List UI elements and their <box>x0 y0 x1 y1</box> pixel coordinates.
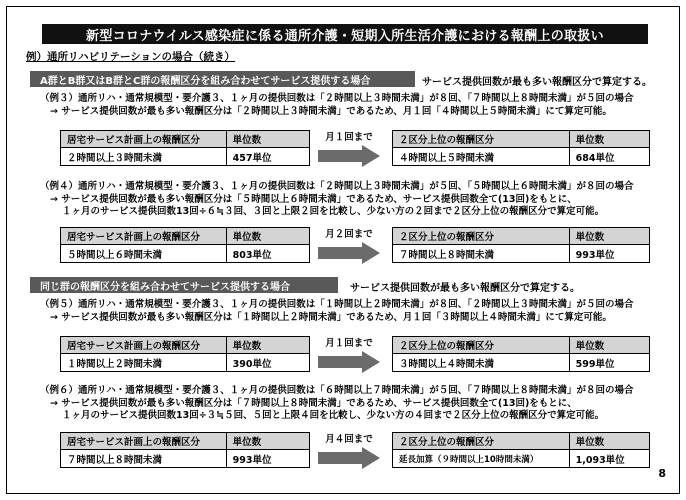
example-6-arrow <box>318 431 380 473</box>
table-cell: 803単位 <box>232 249 272 261</box>
band-b-label: 同じ群の報酬区分を組み合わせてサービス提供する場合 <box>30 277 338 293</box>
example-5-arrow <box>318 335 380 377</box>
table-header: 単位数 <box>227 228 309 245</box>
example-5-text: （例５）通所リハ・通常規模型・要介護３、１ヶ月の提供回数は「１時間以上２時間未満」が８回、「２時間以上３時間未満」が５回の場合 → サービス提供回数が最も多い報酬区分は「１時間以上２時間未満」であるため、月１回「３時間以上４時間未満」にて算定可能。 <box>40 299 634 323</box>
table-cell: 延長加算（９時間以上10時間未満） <box>399 454 539 465</box>
table-cell: 457単位 <box>232 152 272 164</box>
table-cell: ２時間以上３時間未満 <box>67 152 163 164</box>
arrow-label: 月１回まで <box>325 132 373 143</box>
band-a-note: サービス提供回数が最も多い報酬区分で算定する。 <box>422 77 652 88</box>
table-header: ２区分上位の報酬区分 <box>393 337 569 354</box>
example-4-result-table <box>392 227 650 263</box>
table-header: 居宅サービス計画上の報酬区分 <box>61 433 226 450</box>
example-4-text: （例４）通所リハ・通常規模型・要介護３、１ヶ月の提供回数は「２時間以上３時間未満」が５回、「５時間以上６時間未満」が８回の場合 → サービス提供回数が最も多い報酬区分は「５時間以上６時間未満」であるため、サービス提供回数全て(13回)をもとに、 １ヶ月のサービス提供回数13回÷６≒３回、３回と上限２回を比較し、少ない方の２回まで２区分上位の報酬区分で算定可能。 <box>40 181 634 217</box>
table-cell: 599単位 <box>575 358 615 370</box>
table-header: 居宅サービス計画上の報酬区分 <box>61 228 226 245</box>
example-3-source-table <box>60 130 310 166</box>
example-3-text: （例３）通所リハ・通常規模型・要介護３、１ヶ月の提供回数は「２時間以上３時間未満」が８回、「７時間以上８時間未満」が５回の場合 → サービス提供回数が最も多い報酬区分は「２時間以上３時間未満」であるため、月１回「４時間以上５時間未満」にて算定可能。 <box>40 93 634 117</box>
table-cell: ４時間以上５時間未満 <box>399 152 495 164</box>
table-cell: 993単位 <box>232 454 272 466</box>
table-cell: ７時間以上８時間未満 <box>399 249 495 261</box>
table-header: 単位数 <box>570 131 649 148</box>
table-header: ２区分上位の報酬区分 <box>393 433 569 450</box>
table-header: 居宅サービス計画上の報酬区分 <box>61 131 226 148</box>
example-3-arrow <box>318 129 380 171</box>
table-cell: ３時間以上４時間未満 <box>399 358 495 370</box>
arrow-label: 月２回まで <box>325 229 373 240</box>
table-cell: ５時間以上６時間未満 <box>67 249 163 261</box>
right-arrow-icon <box>318 447 380 469</box>
example-6-text: （例６）通所リハ・通常規模型・要介護３、１ヶ月の提供回数は「６時間以上７時間未満」が５回、「７時間以上８時間未満」が８回の場合 → サービス提供回数が最も多い報酬区分は「７時間以上８時間未満」であるため、サービス提供回数全て(13回)をもとに、 １ヶ月のサービス提供回数13回÷３≒５回、５回と上限４回を比較し、少ない方の４回まで２区分上位の報酬区分で算定可能。 <box>40 385 634 421</box>
table-header: 単位数 <box>227 433 309 450</box>
example-3-result-table <box>392 130 650 166</box>
slide-title: 新型コロナウイルス感染症に係る通所介護・短期入所生活介護における報酬上の取扱い <box>42 24 648 44</box>
example-5-source-table <box>60 336 310 372</box>
table-header: 単位数 <box>570 337 649 354</box>
table-cell: １時間以上２時間未満 <box>67 358 163 370</box>
table-header: 単位数 <box>227 131 309 148</box>
table-header: 単位数 <box>570 228 649 245</box>
table-header: ２区分上位の報酬区分 <box>393 131 569 148</box>
band-a-label: A群とB群又はB群とC群の報酬区分を組み合わせてサービス提供する場合 <box>30 71 415 87</box>
table-header: 居宅サービス計画上の報酬区分 <box>61 337 226 354</box>
right-arrow-icon <box>318 242 380 264</box>
arrow-label: 月４回まで <box>325 434 373 445</box>
example-4-source-table <box>60 227 310 263</box>
arrow-label: 月１回まで <box>325 338 373 349</box>
right-arrow-icon <box>318 351 380 373</box>
table-cell: 993単位 <box>575 249 615 261</box>
table-cell: 390単位 <box>232 358 272 370</box>
table-cell: 1,093単位 <box>575 454 625 466</box>
table-header: ２区分上位の報酬区分 <box>393 228 569 245</box>
example-6-result-table <box>392 432 650 468</box>
right-arrow-icon <box>318 145 380 167</box>
band-b-note: サービス提供回数が最も多い報酬区分で算定する。 <box>350 283 580 294</box>
section-heading: 例）通所リハビリテーションの場合（続き） <box>26 51 236 63</box>
table-header: 単位数 <box>570 433 649 450</box>
table-cell: 684単位 <box>575 152 615 164</box>
example-4-arrow <box>318 226 380 268</box>
table-cell: ７時間以上８時間未満 <box>67 454 163 466</box>
example-6-source-table <box>60 432 310 468</box>
page-number: 8 <box>658 467 666 480</box>
table-header: 単位数 <box>227 337 309 354</box>
example-5-result-table <box>392 336 650 372</box>
